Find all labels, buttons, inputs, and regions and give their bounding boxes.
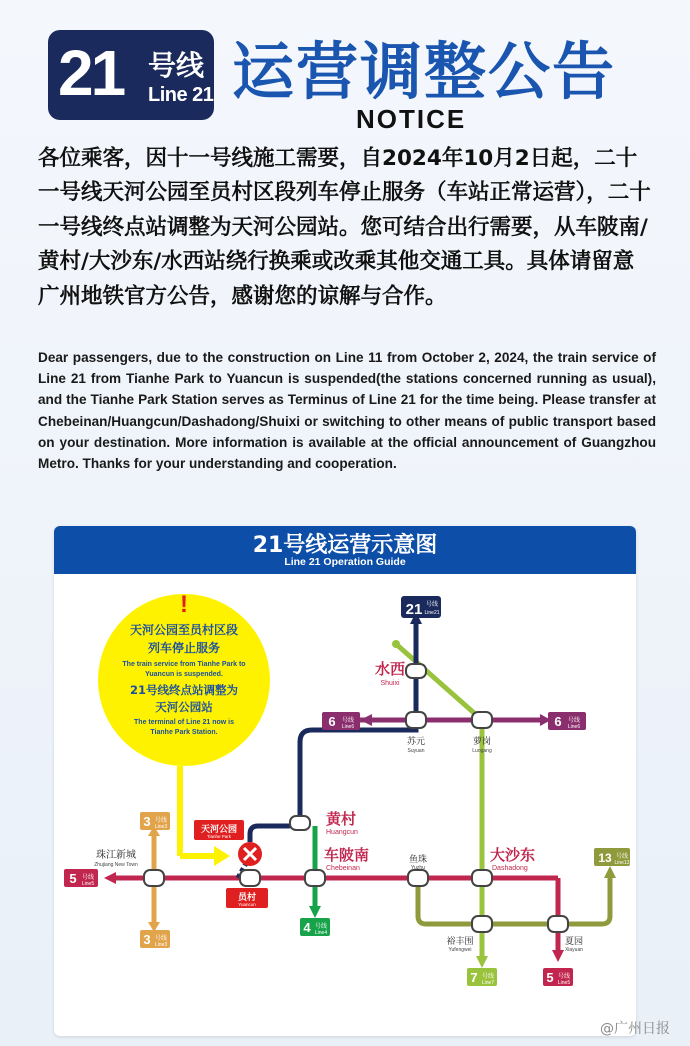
callout-en-2: Yuancun is suspended. xyxy=(145,671,223,678)
l13-num: 13 xyxy=(598,851,612,865)
l13-en: Line13 xyxy=(614,860,630,866)
l4-en: Line4 xyxy=(314,930,328,936)
station-zhujiang-en: Zhujiang New Town xyxy=(94,862,138,868)
station-yufengwei: 裕丰围 xyxy=(446,937,474,947)
l4-num: 4 xyxy=(303,920,311,935)
line-5-west-arrow xyxy=(104,872,116,884)
l3n-num: 3 xyxy=(143,814,151,829)
line-21-terminal-badge xyxy=(401,596,441,618)
l13-cn: 号线 xyxy=(615,853,629,860)
station-suyuan: 苏元 xyxy=(406,737,426,747)
l7-en: Line7 xyxy=(481,980,495,986)
station-yuzhu: 鱼珠 xyxy=(408,855,428,865)
station-dashadong-en: Dashadong xyxy=(492,865,528,872)
callout-en-1: The train service from Tianhe Park to xyxy=(122,661,246,668)
map-subtitle: Line 21 Operation Guide xyxy=(284,556,406,568)
callout-line-4: 天河公园站 xyxy=(155,700,213,714)
callout-en-3: The terminal of Line 21 now is xyxy=(134,719,234,726)
page-title: 运营调整公告 xyxy=(232,35,617,108)
line-6 xyxy=(354,714,551,726)
notice-chinese: 各位乘客，因十一号线施工需要，自2024年10月2日起，二十一号线天河公园至员村区段列车停止服务（车站正常运营），二十一号线终点站调整为天河公园站。您可结合出行需要，从车陂南/黄村/大沙东/水西站绕行换乘或改乘其他交通工具。具体请留意广州地铁官方公告，感谢您的谅解与合作。 xyxy=(38,146,651,309)
line-21 xyxy=(238,612,422,878)
station-luogang: 萝岗 xyxy=(472,737,492,747)
l6w-en: Line6 xyxy=(341,724,355,730)
l5s-num: 5 xyxy=(546,970,554,985)
route-diagram xyxy=(54,526,636,1036)
station-zhujiang: 珠江新城 xyxy=(96,850,136,861)
station-yuzhu-en: Yuzhu xyxy=(411,865,425,871)
badge-en-label: Line 21 xyxy=(148,84,214,106)
badge-cn-label: 号线 xyxy=(148,49,205,82)
line-3-north-badge xyxy=(140,812,170,830)
callout-line-1: 天河公园至员村区段 xyxy=(129,623,239,637)
page-subtitle: NOTICE xyxy=(356,104,467,134)
l3s-cn: 号线 xyxy=(154,935,168,942)
l5s-en: Line5 xyxy=(557,980,571,986)
l3n-cn: 号线 xyxy=(154,817,168,824)
source-watermark: @广州日报 xyxy=(600,1021,670,1037)
line-21-badge xyxy=(48,30,214,120)
map-title: 21号线运营示意图 xyxy=(252,533,438,558)
station-xiayuan-en: Xiayuan xyxy=(564,947,584,953)
line-13-badge xyxy=(594,848,630,866)
l21-num: 21 xyxy=(405,601,423,618)
station-yuancun: 员村 xyxy=(237,893,257,903)
header xyxy=(0,0,690,140)
line-13 xyxy=(418,866,616,924)
l21-en: Line21 xyxy=(424,610,440,616)
station-huangcun-en: Huangcun xyxy=(326,829,358,836)
l3n-en: Line3 xyxy=(154,824,168,830)
station-shuixi: 水西 xyxy=(374,660,406,678)
l7-cn: 号线 xyxy=(481,973,495,980)
station-xiayuan: 夏园 xyxy=(564,937,584,947)
line-7-badge xyxy=(467,968,497,986)
l6e-cn: 号线 xyxy=(567,717,581,724)
l6w-cn: 号线 xyxy=(341,717,355,724)
l3s-num: 3 xyxy=(143,932,151,947)
station-yuancun-en: Yuancun xyxy=(238,902,256,907)
l21-cn: 号线 xyxy=(425,601,439,608)
l6e-en: Line6 xyxy=(567,724,581,730)
l4-cn: 号线 xyxy=(314,923,328,930)
suspended-station-icon xyxy=(238,842,262,866)
line-6-east-badge xyxy=(548,712,586,730)
station-huangcun: 黄村 xyxy=(326,810,357,828)
line-4-badge xyxy=(300,918,330,936)
station-dashadong: 大沙东 xyxy=(490,846,536,864)
line-5-south-arrow xyxy=(552,950,564,962)
line-6-west-badge xyxy=(322,712,360,730)
badge-number: 21 xyxy=(58,37,124,109)
suspension-callout xyxy=(98,591,270,866)
l5s-cn: 号线 xyxy=(557,973,571,980)
line-5 xyxy=(104,872,564,962)
station-tianhepark-en: Tianhe Park xyxy=(206,834,232,839)
warning-icon: ! xyxy=(180,591,188,618)
station-chebeinan: 车陂南 xyxy=(324,846,370,864)
operation-guide-map xyxy=(54,526,636,1036)
station-tianhepark: 天河公园 xyxy=(200,825,238,835)
station-suyuan-en: Suyuan xyxy=(407,748,425,754)
station-chebeinan-en: Chebeinan xyxy=(326,865,360,872)
callout-en-4: Tianhe Park Station. xyxy=(150,729,218,736)
callout-line-2: 列车停止服务 xyxy=(147,641,221,655)
station-luogang-en: Luogang xyxy=(472,748,492,754)
line-5-west-badge xyxy=(64,869,98,887)
l3s-en: Line3 xyxy=(154,942,168,948)
station-yufengwei-en: Yufengwei xyxy=(448,947,472,953)
l5w-en: Line5 xyxy=(81,881,95,887)
line-6-west-arrow xyxy=(360,714,372,726)
callout-line-3: 21号线终点站调整为 xyxy=(129,683,239,697)
line-5-south-badge xyxy=(543,968,573,986)
station-shuixi-en: Shuixi xyxy=(380,680,400,687)
l6e-num: 6 xyxy=(554,714,562,729)
notice-english: Dear passengers, due to the construction on Line 11 from October 2, 2024, the train service of Line 21 from Tianhe Park to Yuancun is suspended(the stations concerned running as usual), and the Tianhe Park Station serves as Terminus of Line 21 for the time being. Please transfer at Chebeinan/Huangcun/Dashadong/Shuixi or switching to other means of public transport based on your destination. More information is available at the official announcement of Guangzhou Metro. Thanks for your understanding and cooperation. xyxy=(38,350,656,472)
l6w-num: 6 xyxy=(328,714,336,729)
line-3-south-badge xyxy=(140,930,170,948)
l5w-num: 5 xyxy=(69,871,77,886)
l5w-cn: 号线 xyxy=(81,874,95,881)
l7-num: 7 xyxy=(470,970,478,985)
